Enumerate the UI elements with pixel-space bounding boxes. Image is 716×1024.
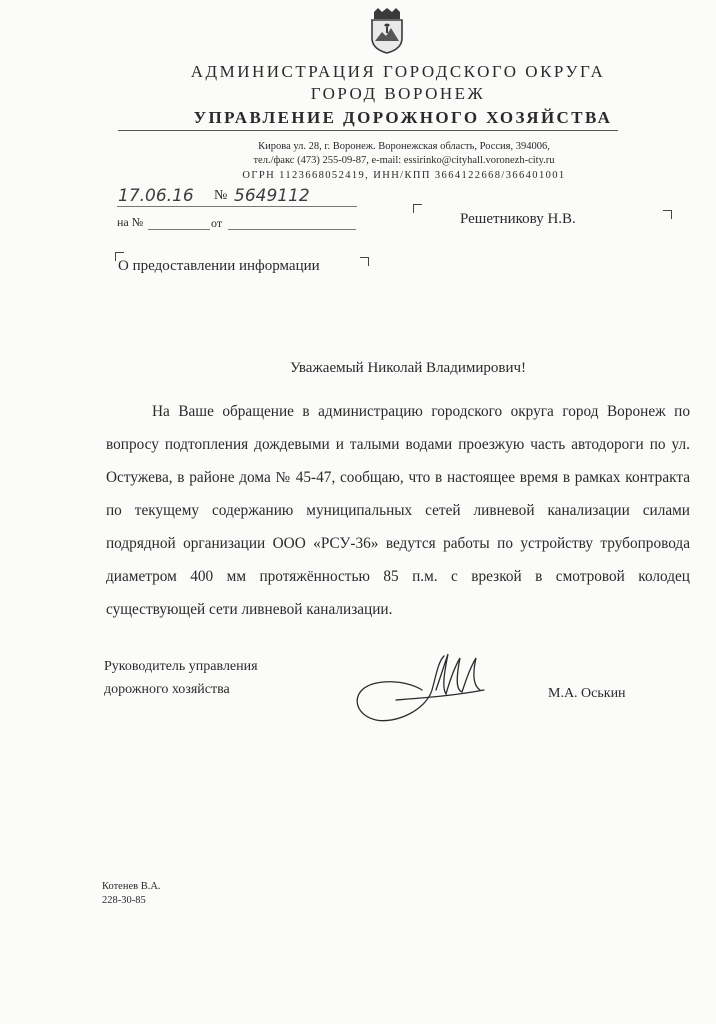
department-name: УПРАВЛЕНИЕ ДОРОЖНОГО ХОЗЯЙСТВА xyxy=(193,108,613,127)
outgoing-date: 17.06.16 xyxy=(118,186,194,206)
contacts-line: тел./факс (473) 255-09-87, e-mail: essirinko@cityhall.voronezh-city.ru xyxy=(253,155,555,166)
recipient-name: Решетникову Н.В. xyxy=(460,211,576,227)
date-number-underline xyxy=(117,206,357,207)
coat-of-arms-icon xyxy=(368,8,406,54)
salutation: Уважаемый Николай Владимирович! xyxy=(289,360,527,376)
registration-codes-line: ОГРН 1123668052419, ИНН/КПП 3664122668/366401001 xyxy=(242,170,566,181)
signatory-position xyxy=(104,655,258,701)
signatory-position-line2: дорожного хозяйства xyxy=(104,682,230,697)
ref-date-label: от xyxy=(211,216,223,230)
letter-body xyxy=(106,395,690,626)
subject-line: О предоставлении информации xyxy=(118,258,320,274)
body-paragraph: На Ваше обращение в администрацию городского округа город Воронеж по вопросу подтопления дождевыми и талыми водами проезжую часть автодороги по ул. Остужева, в районе дома № 45-47, сообщаю, что в настоящее время в рамках контракта по текущему содержанию муниципальных сетей ливневой канализации силами подрядной организации ООО «РСУ-36» ведутся работы по устройству трубопровода диаметром 400 мм протяжённостью 85 п.м. с врезкой в смотровой колодец существующей сети ливневой канализации. xyxy=(106,403,690,618)
number-sign: № xyxy=(214,188,228,203)
handwritten-signature xyxy=(352,650,494,728)
subject-corner-right xyxy=(360,257,369,266)
address-line: Кирова ул. 28, г. Воронеж. Воронежская область, Россия, 394006, xyxy=(258,141,550,152)
ref-number-blank xyxy=(148,229,210,230)
org-name-line2: ГОРОД ВОРОНЕЖ xyxy=(310,84,486,103)
signatory-position-line1: Руководитель управления xyxy=(104,659,258,674)
executor-phone: 228-30-85 xyxy=(102,895,146,906)
recipient-corner-right xyxy=(663,210,672,219)
ref-number-label: на № xyxy=(117,215,144,229)
org-name-line1: АДМИНИСТРАЦИЯ ГОРОДСКОГО ОКРУГА xyxy=(190,62,606,81)
executor-name: Котенев В.А. xyxy=(102,881,161,892)
signatory-name: М.А. Оськин xyxy=(548,686,626,701)
outgoing-number: 5649112 xyxy=(234,186,310,206)
ref-date-blank xyxy=(228,229,356,230)
header-divider xyxy=(118,130,618,131)
recipient-corner-left xyxy=(413,204,422,213)
executor-info xyxy=(102,880,161,908)
